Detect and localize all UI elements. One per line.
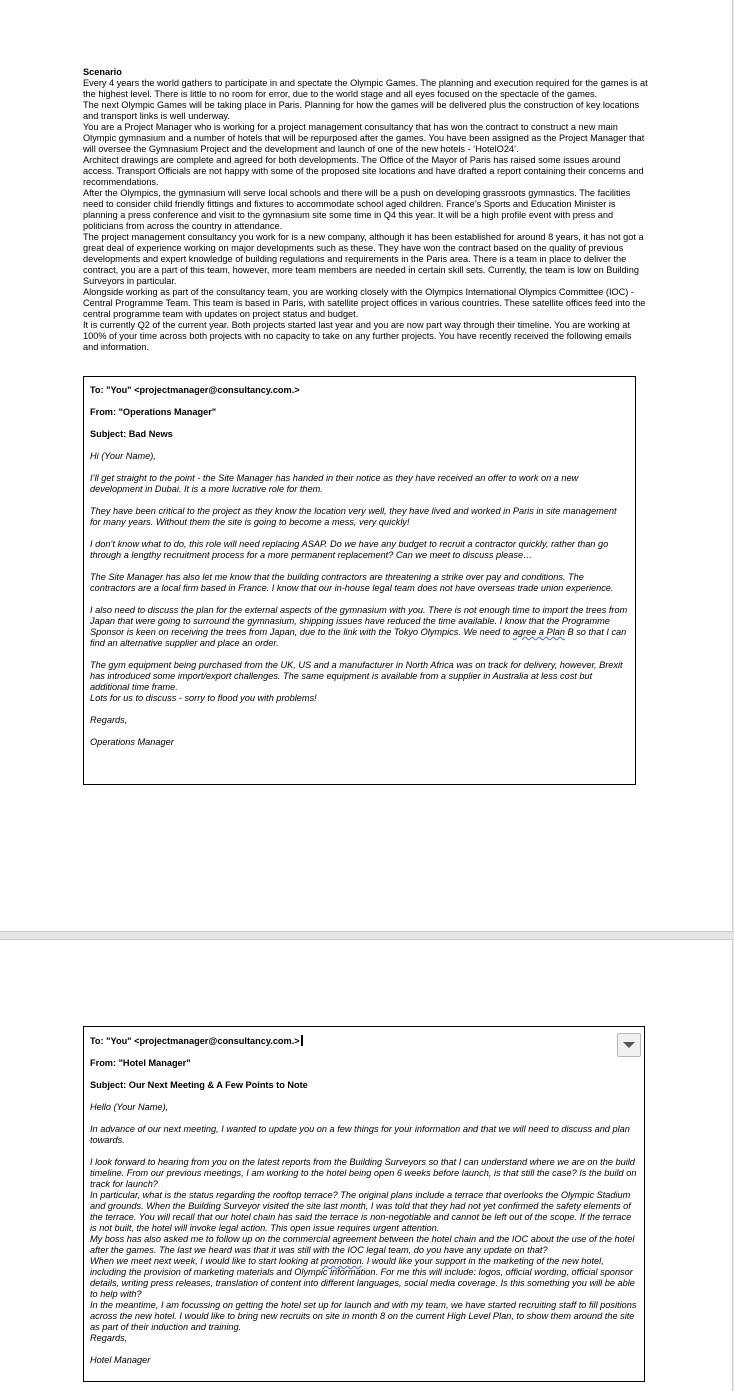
email-paragraph: The gym equipment being purchased from the UK, US and a manufacturer in North Africa was on track for delivery, however, Brexit has introduced some import/export challenges. The same equipment is available from a supplier in Australia at less cost but additional time frame. bbox=[90, 660, 623, 692]
scenario-heading: Scenario bbox=[83, 67, 122, 77]
email-text: . I would like your support in the marketing of the new hotel, including the provision of marketing materials and Olympic information. For me this will include: logos, official wording, official sponsor details, writing press releases, translation of content into different languages, social media coverage. Is this something you will be able to help with? bbox=[90, 1256, 635, 1299]
email-regards: Regards, bbox=[90, 715, 128, 725]
email-text: I also need to discuss the plan for the external aspects of the gymnasium with you. There is not enough time to import the trees from Japan that were going to surround the gymnasium, shipping issues have reduced the time available. I know that the Programme Sponsor is keen on receiving the trees from Japan, due to the link with the Tokyo Olympics. We need to bbox=[90, 605, 628, 637]
email-subject: Subject: Bad News bbox=[90, 429, 173, 439]
email-text: When we meet next week, I would like to start looking at bbox=[90, 1256, 321, 1266]
email-hotel-manager bbox=[83, 1026, 645, 1382]
email-paragraph bbox=[90, 1256, 638, 1300]
email-paragraph bbox=[90, 605, 629, 649]
email-paragraph: The Site Manager has also let me know that the building contractors are threatening a strike over pay and conditions. The contractors are a local firm based in France. I know that our in-house legal team does not have overseas trade union experience. bbox=[90, 572, 614, 593]
scenario-paragraph: After the Olympics, the gymnasium will serve local schools and there will be a push on developing grassroots gymnastics. The facilities need to consider child friendly fittings and fixtures to accommodate school aged children. France’s Sports and Education Minister is planning a press conference and visit to the gymnasium site some time in Q4 this year. It will be a high profile event with press and politicians from across the country in attendance. bbox=[83, 188, 631, 231]
text-cursor bbox=[301, 1035, 303, 1046]
scenario-paragraph: Alongside working as part of the consultancy team, you are working closely with the Olympics International Olympics Committee (IOC) - Central Programme Team. This team is based in Paris, with satellite project offices in various countries. These satellite offices feed into the central programme team with updates on project status and budget. bbox=[83, 287, 646, 319]
email-to: To: "You" <projectmanager@consultancy.com.> bbox=[90, 385, 300, 395]
email-paragraph: Lots for us to discuss - sorry to flood you with problems! bbox=[90, 693, 317, 703]
email-paragraph: They have been critical to the project as they know the location very well, they have lived and worked in Paris in site management for many years. Without them the site is going to become a mess, very quickly! bbox=[90, 506, 617, 527]
email-signature: Operations Manager bbox=[90, 737, 174, 747]
email-signature: Hotel Manager bbox=[90, 1355, 151, 1365]
email-paragraph: I don’t know what to do, this role will need replacing ASAP. Do we have any budget to recruit a contractor quickly, rather than go through a lengthy recruitment process for a more permanent replacement? Can we meet to discuss please… bbox=[90, 539, 609, 560]
email-operations-manager bbox=[83, 376, 636, 785]
email-text: B so that I can find an alternative supplier and place an order. bbox=[90, 627, 627, 648]
email-from: From: "Hotel Manager" bbox=[90, 1058, 191, 1068]
email-paragraph: I look forward to hearing from you on the latest reports from the Building Surveyors so that I can understand where we are on the build timeline. From our previous meetings, I am working to the hotel being open 6 weeks before launch, is that still the case? Is the build on track for launch? bbox=[90, 1157, 637, 1189]
email-regards: Regards, bbox=[90, 1333, 128, 1343]
dropdown-button[interactable] bbox=[617, 1033, 641, 1057]
spellcheck-underline: promotion bbox=[320, 1256, 362, 1266]
email-paragraph: In the meantime, I am focussing on getting the hotel set up for launch and with my team, we have started recruiting staff to fill positions across the new hotel. I would like to bring new recruits on site in month 8 on the current High Level Plan, to show them around the site as part of their induction and training. bbox=[90, 1300, 637, 1332]
email-paragraph: In particular, what is the status regarding the rooftop terrace? The original plans include a terrace that overlooks the Olympic Stadium and grounds. When the Building Surveyor visited the site last month, I was told that they had not yet confirmed the safety elements of the terrace. You will recall that our hotel chain has said the terrace is non-negotiable and cannot be left out of the scope. If the terrace is not built, the hotel will invoke legal action. This open issue requires urgent attention. bbox=[90, 1190, 632, 1233]
email-greeting: Hi (Your Name), bbox=[90, 451, 156, 461]
email-to-text: To: "You" <projectmanager@consultancy.com.> bbox=[90, 1036, 300, 1046]
scenario-paragraph: Every 4 years the world gathers to participate in and spectate the Olympic Games. The planning and execution required for the games is at the highest level. There is little to no room for error, due to the world stage and all eyes focused on the spectacle of the games. bbox=[83, 78, 648, 99]
email-paragraph: I’ll get straight to the point - the Site Manager has handed in their notice as they have received an offer to work on a new development in Dubai. It is a more lucrative role for them. bbox=[90, 473, 579, 494]
scenario-paragraph: The next Olympic Games will be taking place in Paris. Planning for how the games will be delivered plus the construction of key locations and transport links is well underway. bbox=[83, 100, 640, 121]
email-to[interactable] bbox=[90, 1035, 638, 1047]
scenario-paragraph: It is currently Q2 of the current year. Both projects started last year and you are now part way through their timeline. You are working at 100% of your time across both projects with no capacity to take on any further projects. You have recently received the following emails and information. bbox=[83, 320, 632, 352]
chevron-down-icon bbox=[623, 1042, 635, 1048]
email-from: From: "Operations Manager" bbox=[90, 407, 217, 417]
scenario-paragraph: The project management consultancy you work for is a new company, although it has been established for around 8 years, it has not got a great deal of experience working on major developments such as these. They have won the contract based on the quality of previous developments and expert knowledge of building regulations and requirements in the Paris area. There is a team in place to deliver the contract, you are a part of this team, however, more team members are needed in certain skill sets. Currently, the team is low on Building Surveyors in particular. bbox=[83, 232, 644, 286]
email-paragraph: In advance of our next meeting, I wanted to update you on a few things for your information and that we will need to discuss and plan towards. bbox=[90, 1124, 630, 1145]
document-page-2 bbox=[0, 939, 733, 1391]
scenario-section bbox=[83, 67, 649, 353]
email-subject: Subject: Our Next Meeting & A Few Points to Note bbox=[90, 1080, 308, 1090]
spellcheck-underline: agree a Plan bbox=[512, 627, 565, 637]
scenario-paragraph: Architect drawings are complete and agreed for both developments. The Office of the Mayor of Paris has raised some issues around access. Transport Officials are not happy with some of the proposed site locations and have drafted a report containing their concerns and recommendations. bbox=[83, 155, 644, 187]
email-greeting: Hello (Your Name), bbox=[90, 1102, 169, 1112]
email-paragraph: My boss has also asked me to follow up on the commercial agreement between the hotel chain and the IOC about the use of the hotel after the games. The last we heard was that it was still with the IOC legal team, do you have any update on that? bbox=[90, 1234, 635, 1255]
scenario-paragraph: You are a Project Manager who is working for a project management consultancy that has won the contract to construct a new main Olympic gymnasium and a number of hotels that will be repurposed after the games. You have been assigned as the Project Manager that will oversee the Gymnasium Project and the development and launch of one of the new hotels - ‘HotelO24’. bbox=[83, 122, 645, 154]
